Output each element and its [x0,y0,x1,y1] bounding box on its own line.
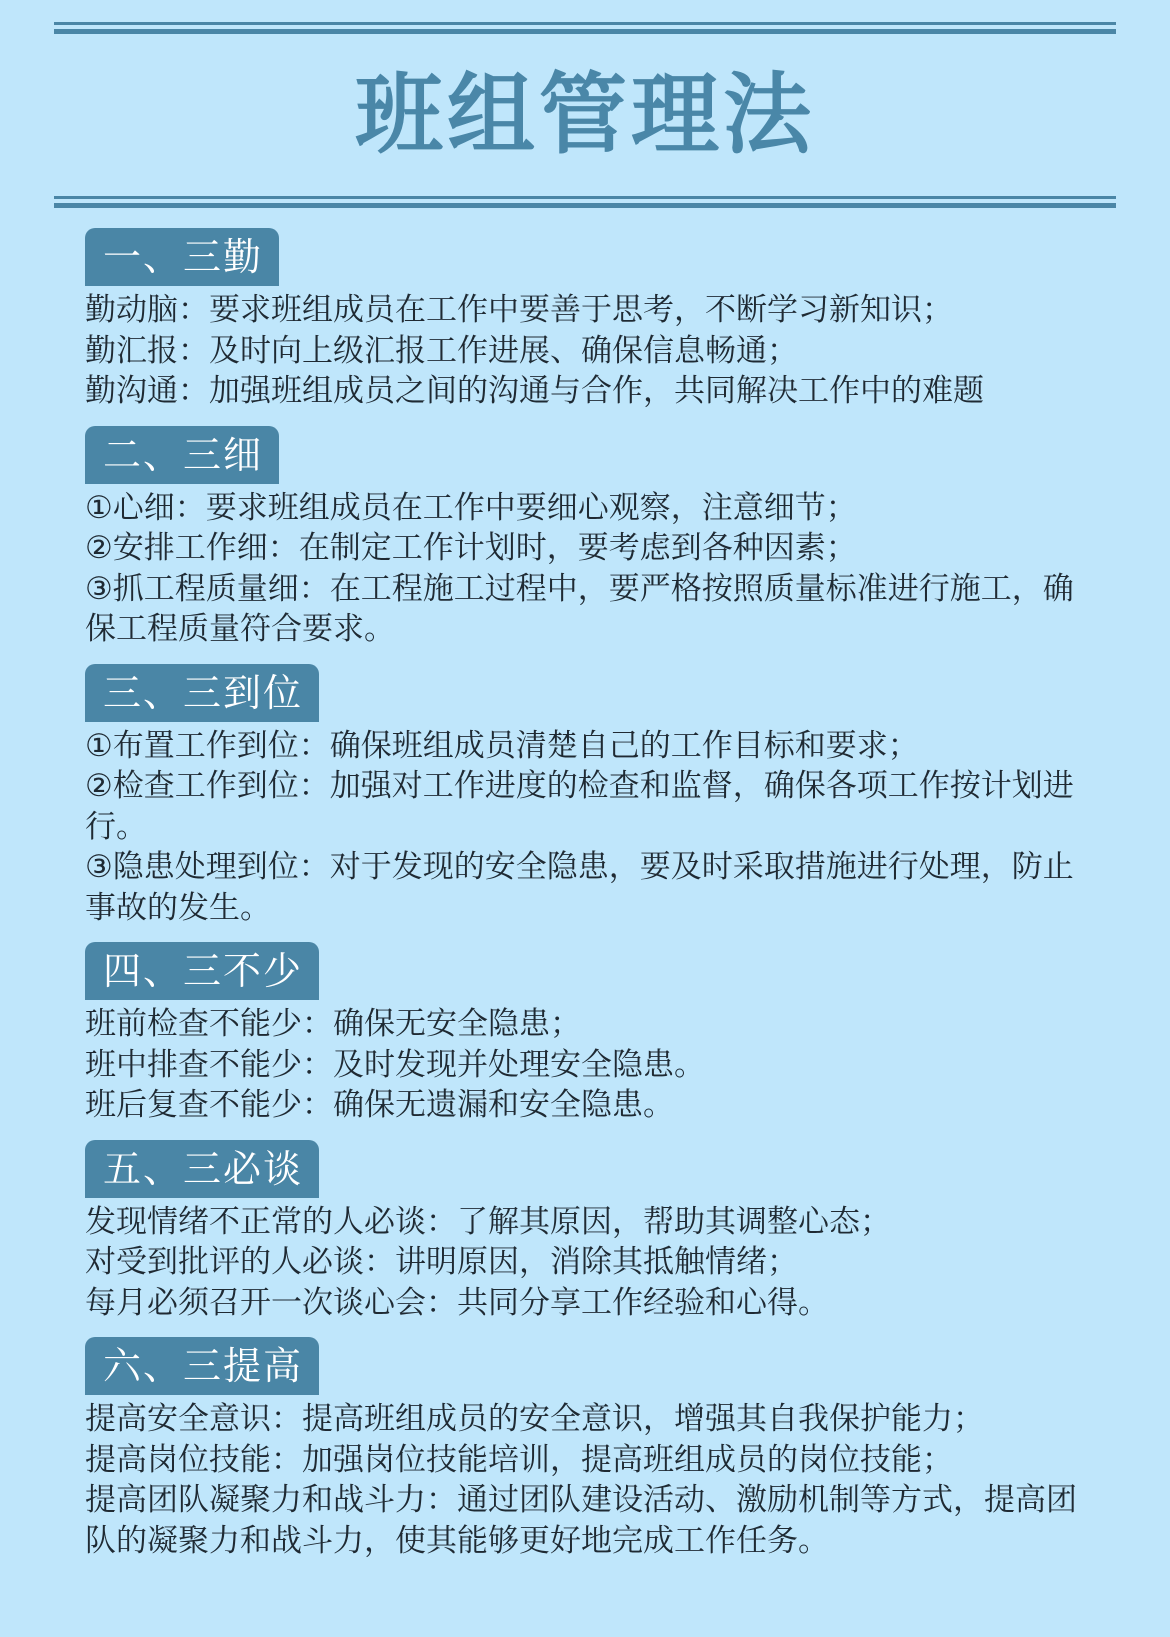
section-line: 班前检查不能少：确保无安全隐患； [85,1006,581,1042]
section-san-qin [85,228,1085,412]
section-line: ③抓工程质量细：在工程施工过程中，要严格按照质量标准进行施工，确保工程质量符合要求。 [85,570,1074,647]
content [85,228,1085,1575]
section-heading: 二、三细 [85,426,279,484]
section-line: 对受到批评的人必谈：讲明原因，消除其抵触情绪； [85,1244,798,1280]
section-line: ②检查工作到位：加强对工作进度的检查和监督，确保各项工作按计划进行。 [85,768,1074,845]
section-san-dao-wei [85,664,1085,929]
section-heading: 四、三不少 [85,942,319,1000]
section-line: 勤沟通：加强班组成员之间的沟通与合作，共同解决工作中的难题 [85,373,984,409]
section-heading: 六、三提高 [85,1337,319,1395]
section-line: 每月必须召开一次谈心会：共同分享工作经验和心得。 [85,1284,829,1321]
section-line: 班中排查不能少：及时发现并处理安全隐患。 [85,1046,705,1083]
section-line: 勤动脑：要求班组成员在工作中要善于思考，不断学习新知识； [85,292,953,328]
title-divider [54,196,1116,208]
section-line: 班后复查不能少：确保无遗漏和安全隐患。 [85,1087,674,1123]
section-line: 发现情绪不正常的人必谈：了解其原因，帮助其调整心态； [85,1203,891,1240]
section-san-bu-shao [85,942,1085,1126]
section-line: ③隐患处理到位：对于发现的安全隐患，要及时采取措施进行处理，防止事故的发生。 [85,849,1074,926]
section-line: ①心细：要求班组成员在工作中要细心观察，注意细节； [85,489,857,526]
top-divider [54,22,1116,34]
section-heading: 一、三勤 [85,228,279,286]
section-line: 提高团队凝聚力和战斗力：通过团队建设活动、激励机制等方式，提高团队的凝聚力和战斗力，使其能够更好地完成工作任务。 [85,1482,1077,1559]
section-line: 勤汇报：及时向上级汇报工作进展、确保信息畅通； [85,332,798,369]
section-line: 提高岗位技能：加强岗位技能培训，提高班组成员的岗位技能； [85,1441,953,1478]
section-line: ①布置工作到位：确保班组成员清楚自己的工作目标和要求； [85,727,919,764]
section-san-ti-gao [85,1337,1085,1561]
page-title: 班组管理法 [354,63,815,166]
section-san-bi-tan [85,1140,1085,1324]
section-line: ②安排工作细：在制定工作计划时，要考虑到各种因素； [85,530,857,566]
section-san-xi [85,426,1085,650]
section-heading: 三、三到位 [85,664,319,722]
section-line: 提高安全意识：提高班组成员的安全意识，增强其自我保护能力； [85,1401,984,1437]
section-heading: 五、三必谈 [85,1140,319,1198]
